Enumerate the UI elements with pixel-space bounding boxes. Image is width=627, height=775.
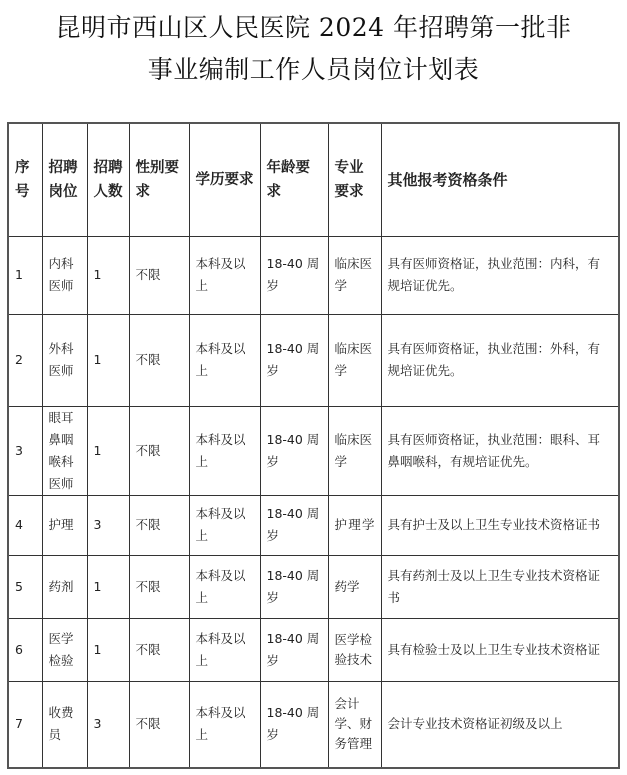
cell-major: 临床医学 [328,314,381,406]
table-row [8,681,619,768]
cell-major: 医学检验技术 [328,618,381,681]
header-seq: 序号 [8,123,42,236]
table-row [8,406,619,495]
cell-major: 会计学、财务管理 [328,681,381,768]
cell-age: 18-40 周岁 [260,618,328,681]
cell-seq: 2 [8,314,42,406]
cell-position: 眼耳鼻咽喉科医师 [42,406,87,495]
cell-seq: 1 [8,236,42,314]
cell-count: 1 [87,236,129,314]
cell-age: 18-40 周岁 [260,555,328,618]
cell-position: 医学检验 [42,618,87,681]
table-row [8,555,619,618]
cell-major: 护理学 [328,495,381,555]
cell-education: 本科及以上 [189,236,260,314]
cell-age: 18-40 周岁 [260,406,328,495]
cell-count: 3 [87,681,129,768]
cell-education: 本科及以上 [189,314,260,406]
cell-seq: 7 [8,681,42,768]
header-position: 招聘岗位 [42,123,87,236]
cell-gender: 不限 [129,555,189,618]
cell-age: 18-40 周岁 [260,314,328,406]
cell-other-requirements: 会计专业技术资格证初级及以上 [381,681,619,768]
cell-seq: 4 [8,495,42,555]
cell-position: 护理 [42,495,87,555]
cell-other-requirements: 具有医师资格证，执业范围：内科，有规培证优先。 [381,236,619,314]
cell-age: 18-40 周岁 [260,681,328,768]
header-gender: 性别要求 [129,123,189,236]
cell-gender: 不限 [129,495,189,555]
cell-position: 外科医师 [42,314,87,406]
table-row [8,618,619,681]
cell-position: 内科医师 [42,236,87,314]
cell-education: 本科及以上 [189,406,260,495]
cell-gender: 不限 [129,406,189,495]
header-count: 招聘人数 [87,123,129,236]
table-row [8,314,619,406]
cell-count: 3 [87,495,129,555]
header-major: 专业要求 [328,123,381,236]
cell-education: 本科及以上 [189,681,260,768]
header-age: 年龄要求 [260,123,328,236]
cell-other-requirements: 具有医师资格证，执业范围：眼科、耳鼻咽喉科，有规培证优先。 [381,406,619,495]
cell-seq: 5 [8,555,42,618]
cell-gender: 不限 [129,618,189,681]
cell-age: 18-40 周岁 [260,495,328,555]
cell-other-requirements: 具有医师资格证，执业范围：外科，有规培证优先。 [381,314,619,406]
cell-count: 1 [87,406,129,495]
header-education: 学历要求 [189,123,260,236]
document-title-line-1: 昆明市西山区人民医院 2024 年招聘第一批非 [55,13,572,42]
cell-seq: 3 [8,406,42,495]
cell-count: 1 [87,314,129,406]
table-row [8,495,619,555]
cell-education: 本科及以上 [189,618,260,681]
cell-other-requirements: 具有药剂士及以上卫生专业技术资格证书 [381,555,619,618]
cell-position: 药剂 [42,555,87,618]
cell-major: 临床医学 [328,236,381,314]
cell-position: 收费员 [42,681,87,768]
cell-education: 本科及以上 [189,555,260,618]
cell-count: 1 [87,555,129,618]
table-row [8,236,619,314]
cell-gender: 不限 [129,236,189,314]
cell-gender: 不限 [129,681,189,768]
table-header-row [8,123,619,236]
cell-count: 1 [87,618,129,681]
cell-age: 18-40 周岁 [260,236,328,314]
cell-major: 药学 [328,555,381,618]
cell-other-requirements: 具有检验士及以上卫生专业技术资格证 [381,618,619,681]
cell-education: 本科及以上 [189,495,260,555]
cell-gender: 不限 [129,314,189,406]
cell-seq: 6 [8,618,42,681]
document-title-line-2: 事业编制工作人员岗位计划表 [147,55,480,84]
cell-major: 临床医学 [328,406,381,495]
cell-other-requirements: 具有护士及以上卫生专业技术资格证书 [381,495,619,555]
header-other-requirements: 其他报考资格条件 [381,123,619,236]
recruitment-plan-table [7,122,620,769]
